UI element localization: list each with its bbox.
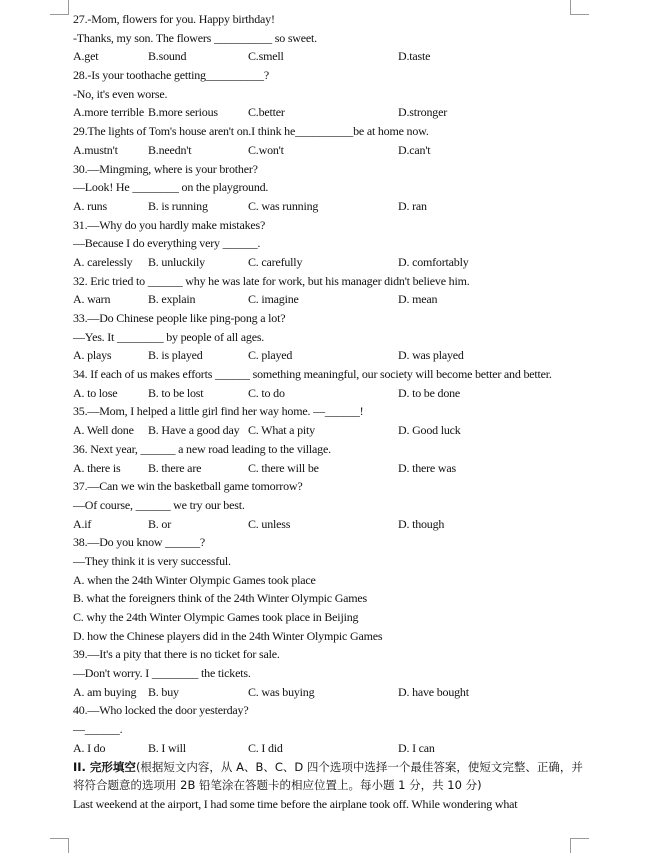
answer-option: C.won't [248,142,284,157]
line-text: —Yes. It ________ by people of all ages. [73,329,265,344]
answer-option: C. played [248,348,293,363]
line-text: 35.—Mom, I helped a little girl find her way home. —______! [73,404,364,419]
answer-options [73,197,583,216]
answer-option: A. plays [73,348,112,363]
answer-option: A. I do [73,740,106,755]
answer-option: D. ran [398,198,427,213]
answer-options [73,141,583,160]
text-line [73,234,583,253]
answer-option: C. there will be [248,460,319,475]
answer-options [73,384,583,403]
answer-option: B. unluckily [148,254,205,269]
answer-option: D. have bought [398,684,469,699]
answer-option: B. or [148,516,172,531]
text-line [73,645,583,664]
line-text: 29.The lights of Tom's house aren't on.I think he__________be at home now. [73,124,429,139]
text-line [73,533,583,552]
answer-options [73,459,583,478]
line-text: 33.—Do Chinese people like ping-pong a lot? [73,311,286,325]
answer-option: A. am buying [73,684,137,699]
answer-option: C.smell [248,49,284,64]
line-text: 38.—Do you know ______? [73,535,206,550]
answer-option: C. I did [248,740,283,755]
line-text: 30.—Mingming, where is your brother? [73,161,258,176]
text-line [73,589,583,608]
answer-option: A.mustn't [73,142,118,157]
answer-option: C. imagine [248,292,299,307]
answer-options [73,290,583,309]
answer-options [73,683,583,702]
answer-option: B. I will [148,740,186,755]
line-text: 27.-Mom, flowers for you. Happy birthday! [73,12,275,26]
text-line [73,66,583,85]
text-line [73,178,583,197]
line-text: 32. Eric tried to ______ why he was late for work, but his manager didn't believe him. [73,273,470,288]
text-line [73,552,583,571]
text-line [73,402,583,421]
text-line [73,328,583,347]
answer-option: A. to lose [73,385,118,400]
answer-option: D. Good luck [398,423,461,438]
crop-mark-bottom-left [50,838,69,853]
section-heading [73,758,583,795]
text-line [73,85,583,104]
line-text: A. when the 24th Winter Olympic Games took place [73,572,316,587]
line-text: —Of course, ______ we try our best. [73,497,245,512]
answer-option: D. comfortably [398,254,469,269]
answer-option: C. was buying [248,684,315,699]
text-line [73,160,583,179]
text-line [73,365,583,384]
crop-mark-top-left [50,0,69,15]
line-text: 34. If each of us makes efforts ______ something meaningful, our society will become better and better. [73,367,552,382]
answer-option: B. Have a good day [148,423,240,438]
text-line [73,701,583,720]
answer-option: B.more serious [148,105,218,120]
answer-option: A.if [73,516,92,531]
answer-options [73,739,583,758]
answer-options [73,515,583,534]
answer-option: D.can't [398,142,431,157]
answer-option: D. was played [398,348,464,363]
answer-option: D. mean [398,292,438,307]
text-line [73,309,583,328]
crop-mark-bottom-right [570,838,589,853]
answer-option: A. warn [73,292,111,307]
answer-option: B. to be lost [148,385,204,400]
text-line [73,496,583,515]
answer-option: D. I can [398,740,435,755]
answer-option: D. though [398,516,445,531]
answer-option: B.sound [148,49,187,64]
answer-options [73,47,583,66]
answer-option: A.more terrible [73,105,144,120]
text-line [73,627,583,646]
text-line [73,10,583,29]
section-title: II. 完形填空 [73,759,136,774]
text-line [73,477,583,496]
answer-option: A. Well done [73,423,134,438]
answer-option: D.stronger [398,105,447,120]
line-text: —______. [73,722,123,737]
section-instructions: (根据短文内容，从 A、B、C、D 四个选项中选择一个最佳答案，使短文完整、正确，并将符合题意的选项用 2B 铅笔涂在答题卡的相应位置上。每小题 1 分，共 10 分) [73,759,583,793]
line-text: C. why the 24th Winter Olympic Games took place in Beijing [73,610,359,625]
text-line [73,608,583,627]
line-text: 31.—Why do you hardly make mistakes? [73,217,266,232]
line-text: -No, it's even worse. [73,86,168,101]
line-text: —Don't worry. I ________ the tickets. [73,666,251,681]
answer-option: B. explain [148,292,196,307]
answer-option: C. What a pity [248,423,315,438]
text-line [73,571,583,590]
answer-option: D. to be done [398,385,461,400]
answer-option: A.get [73,49,99,64]
answer-option: B. is played [148,348,203,363]
answer-options [73,346,583,365]
answer-option: C. unless [248,516,291,531]
line-text: B. what the foreigners think of the 24th Winter Olympic Games [73,591,368,606]
answer-option: C. carefully [248,254,303,269]
answer-option: C. was running [248,198,319,213]
line-text: —Look! He ________ on the playground. [73,180,269,195]
answer-option: A. carelessly [73,254,133,269]
text-line [73,795,583,814]
text-line [73,216,583,235]
text-line [73,29,583,48]
line-text: 40.—Who locked the door yesterday? [73,703,249,718]
text-line [73,720,583,739]
line-text: 37.—Can we win the basketball game tomorrow? [73,479,303,494]
answer-option: C.better [248,105,285,120]
answer-options [73,421,583,440]
document-body [73,10,583,814]
answer-option: A. runs [73,198,107,213]
answer-option: B.needn't [148,142,192,157]
answer-option: D.taste [398,49,431,64]
answer-options [73,253,583,272]
line-text: 28.-Is your toothache getting__________? [73,68,269,83]
answer-option: B. buy [148,684,179,699]
text-line [73,272,583,291]
text-line [73,664,583,683]
answer-options [73,103,583,122]
line-text: —They think it is very successful. [73,553,231,568]
answer-option: B. is running [148,198,208,213]
line-text: —Because I do everything very ______. [73,236,261,251]
answer-option: A. there is [73,460,121,475]
line-text: 39.—It's a pity that there is no ticket for sale. [73,647,280,662]
answer-option: B. there are [148,460,202,475]
line-text: Last weekend at the airport, I had some time before the airplane took off. While wondering what [73,796,518,811]
answer-option: C. to do [248,385,285,400]
answer-option: D. there was [398,460,456,475]
text-line [73,122,583,141]
text-line [73,440,583,459]
line-text: -Thanks, my son. The flowers __________ so sweet. [73,30,317,45]
line-text: D. how the Chinese players did in the 24th Winter Olympic Games [73,628,383,643]
line-text: 36. Next year, ______ a new road leading to the village. [73,441,331,456]
